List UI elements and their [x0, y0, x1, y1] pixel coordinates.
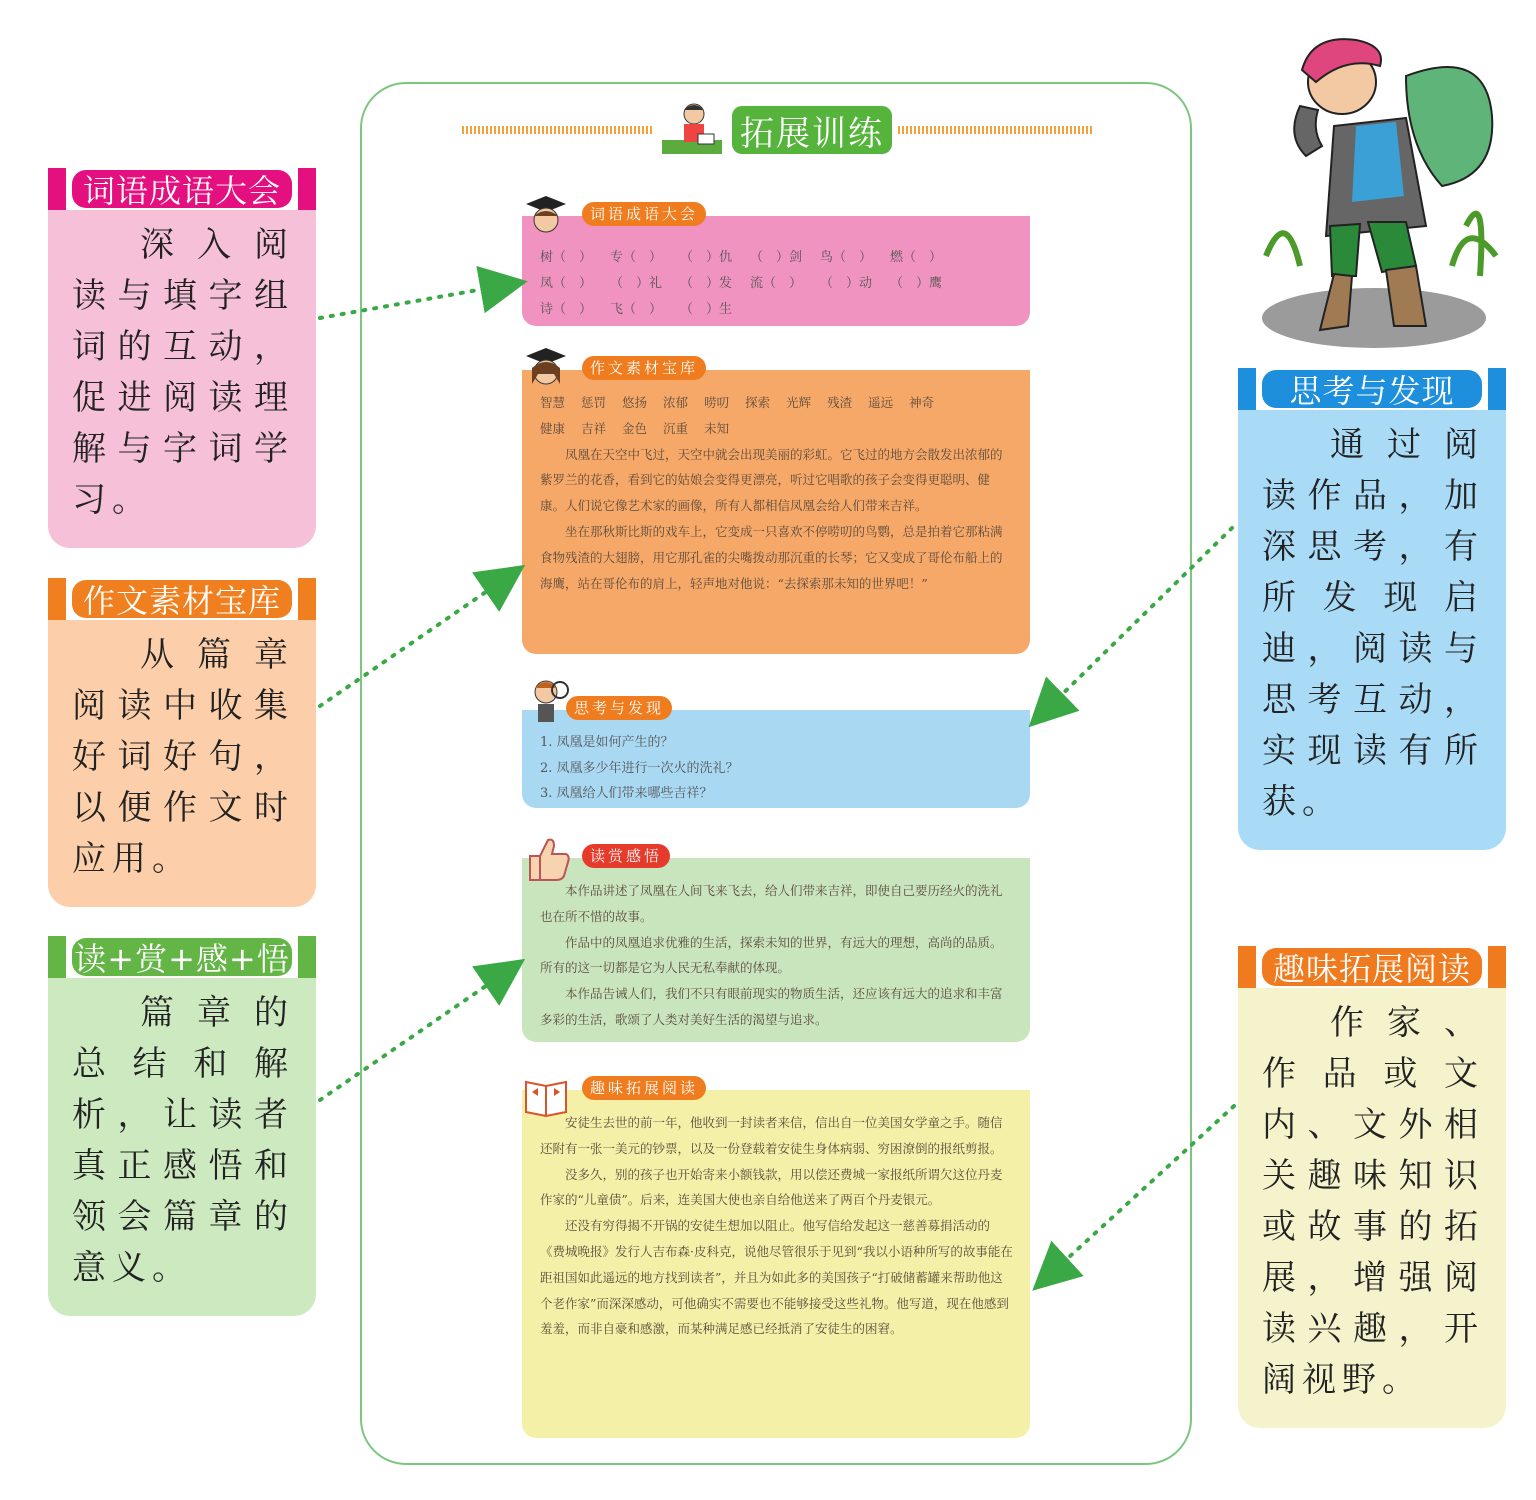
callout-header	[1238, 368, 1506, 410]
callout-body: 作家、作品或文内、文外相关趣味知识或故事的拓展，增强阅读兴趣，开阔视野。	[1238, 988, 1506, 1428]
page-title: 拓展训练	[732, 106, 892, 154]
callout-appreciation	[48, 936, 316, 1316]
vocab-list: 健康 吉祥 金色 沉重 未知	[540, 420, 730, 436]
section-vocab	[522, 205, 1030, 326]
open-book-icon	[522, 1072, 570, 1120]
section-writing-material	[522, 359, 1030, 654]
graduate-cap-icon	[522, 344, 570, 392]
section-label: 读赏感悟	[582, 844, 670, 868]
paragraph: 本作品告诫人们，我们不只有眼前现实的物质生活，还应该有远大的追求和丰富多彩的生活，歌颂了人类对美好生活的渴望与追求。	[540, 986, 1003, 1027]
question-list	[522, 710, 1030, 815]
section-label: 作文素材宝库	[582, 356, 706, 380]
decorative-rule	[462, 126, 654, 134]
callout-header	[1238, 946, 1506, 988]
callout-title: 读+赏+感+悟	[72, 938, 292, 976]
paragraph: 本作品讲述了凤凰在人间飞来飞去，给人们带来吉祥，即使自己要历经火的洗礼也在所不惜的故事。	[540, 883, 1003, 924]
callout-header	[48, 168, 316, 210]
question-item: 3. 凤凰给人们带来哪些吉祥？	[540, 786, 713, 801]
callout-title: 趣味拓展阅读	[1262, 948, 1482, 986]
callout-writing	[48, 578, 316, 907]
word-fill-grid	[522, 216, 1030, 330]
paragraph: 作品中的凤凰追求优雅的生活，探索未知的世界，有远大的理想，高尚的品质。所有的这一切都是它为人民无私奉献的体现。	[540, 934, 1003, 976]
magnifier-boy-icon	[526, 676, 574, 724]
question-item: 1. 凤凰是如何产生的？	[540, 735, 674, 750]
paragraph: 凤凰在天空中飞过，天空中就会出现美丽的彩虹。它飞过的地方会散发出浓郁的紫罗兰的花香，看到它的姑娘会变得更漂亮，听过它唱歌的孩子会变得更聪明、健康。人们说它像艺术家的画像，所有人都相信凤凰会给人们带来吉祥。	[540, 446, 1003, 514]
graduate-cap-icon	[522, 192, 570, 240]
section-text	[522, 1090, 1030, 1352]
paragraph: 还没有穷得揭不开锅的安徒生想加以阻止。他写信给发起这一慈善募捐活动的《费城晚报》发行人吉布森·皮科克，说他尽管很乐于见到“我以小语种所写的故事能在距祖国如此遥远的地方找到读者”，并且为如此多的美国孩子“打破储蓄罐来帮助他这个老作家”而深深感动，可他确实不需要也不能够接受这些礼物。他写道，现在他感到羞羞，而非自豪和感激，而某种满足感已经抵消了安徒生的困窘。	[540, 1218, 1013, 1337]
section-text	[522, 858, 1030, 1043]
section-text	[522, 370, 1030, 606]
word-row: 凤（ ） （ ）礼 （ ）发 流（ ） （ ）动 （ ）鹰	[540, 275, 943, 291]
callout-body: 篇章的总结和解析，让读者真正感悟和领会篇章的意义。	[48, 978, 316, 1316]
callout-title: 词语成语大会	[72, 170, 292, 208]
section-appreciation	[522, 847, 1030, 1042]
callout-body: 从篇章阅读中收集好词好句，以便作文时应用。	[48, 620, 316, 907]
section-label: 词语成语大会	[582, 202, 706, 226]
question-item: 2. 凤凰多少年进行一次火的洗礼？	[540, 760, 739, 776]
paragraph: 安徒生去世的前一年，他收到一封读者来信，信出自一位美国女学童之手。随信还附有一张一美元的钞票，以及一份登载着安徒生身体病弱、穷困潦倒的报纸剪报。	[540, 1115, 1003, 1156]
callout-header	[48, 578, 316, 620]
callout-body: 深入阅读与填字组词的互动，促进阅读理解与字词学习。	[48, 210, 316, 548]
page-title-banner	[462, 100, 1092, 160]
word-row: 诗（ ） 飞（ ） （ ）生	[540, 301, 733, 317]
cartoon-character-illustration	[1256, 26, 1502, 350]
decorative-rule	[898, 126, 1092, 134]
section-label: 思考与发现	[566, 696, 672, 720]
section-extended-reading	[522, 1079, 1030, 1438]
word-row: 树（ ） 专（ ） （ ）仇 （ ）剑 鸟（ ） 燃（ ）	[540, 249, 943, 265]
callout-vocab	[48, 168, 316, 548]
section-thinking	[522, 699, 1030, 808]
callout-extended-reading	[1238, 946, 1506, 1428]
callout-thinking	[1238, 368, 1506, 850]
paragraph: 没多久，别的孩子也开始寄来小额钱款，用以偿还费城一家报纸所谓欠这位丹麦作家的“儿童债”。后来，连美国大使也亲自给他送来了两百个丹麦银元。	[540, 1166, 1003, 1208]
callout-header	[48, 936, 316, 978]
paragraph: 坐在那秋斯比斯的戏车上，它变成一只喜欢不停唠叨的鸟鹦，总是拍着它那粘满食物残渣的大翅膀，用它那孔雀的尖嘴拨动那沉重的长琴；它又变成了哥伦布船上的海鹰，站在哥伦布的肩上，轻声地对他说：“去探索那未知的世界吧！”	[540, 523, 1003, 591]
reading-child-icon	[658, 100, 726, 156]
thumbs-up-icon	[526, 834, 574, 882]
callout-title: 思考与发现	[1262, 370, 1482, 408]
section-label: 趣味拓展阅读	[582, 1076, 706, 1100]
callout-title: 作文素材宝库	[72, 580, 292, 618]
vocab-list: 智慧 惩罚 悠扬 浓郁 唠叨 探索 光辉 残渣 遥远 神奇	[540, 395, 935, 410]
callout-body: 通过阅读作品，加深思考，有所发现启迪，阅读与思考互动，实现读有所获。	[1238, 410, 1506, 850]
